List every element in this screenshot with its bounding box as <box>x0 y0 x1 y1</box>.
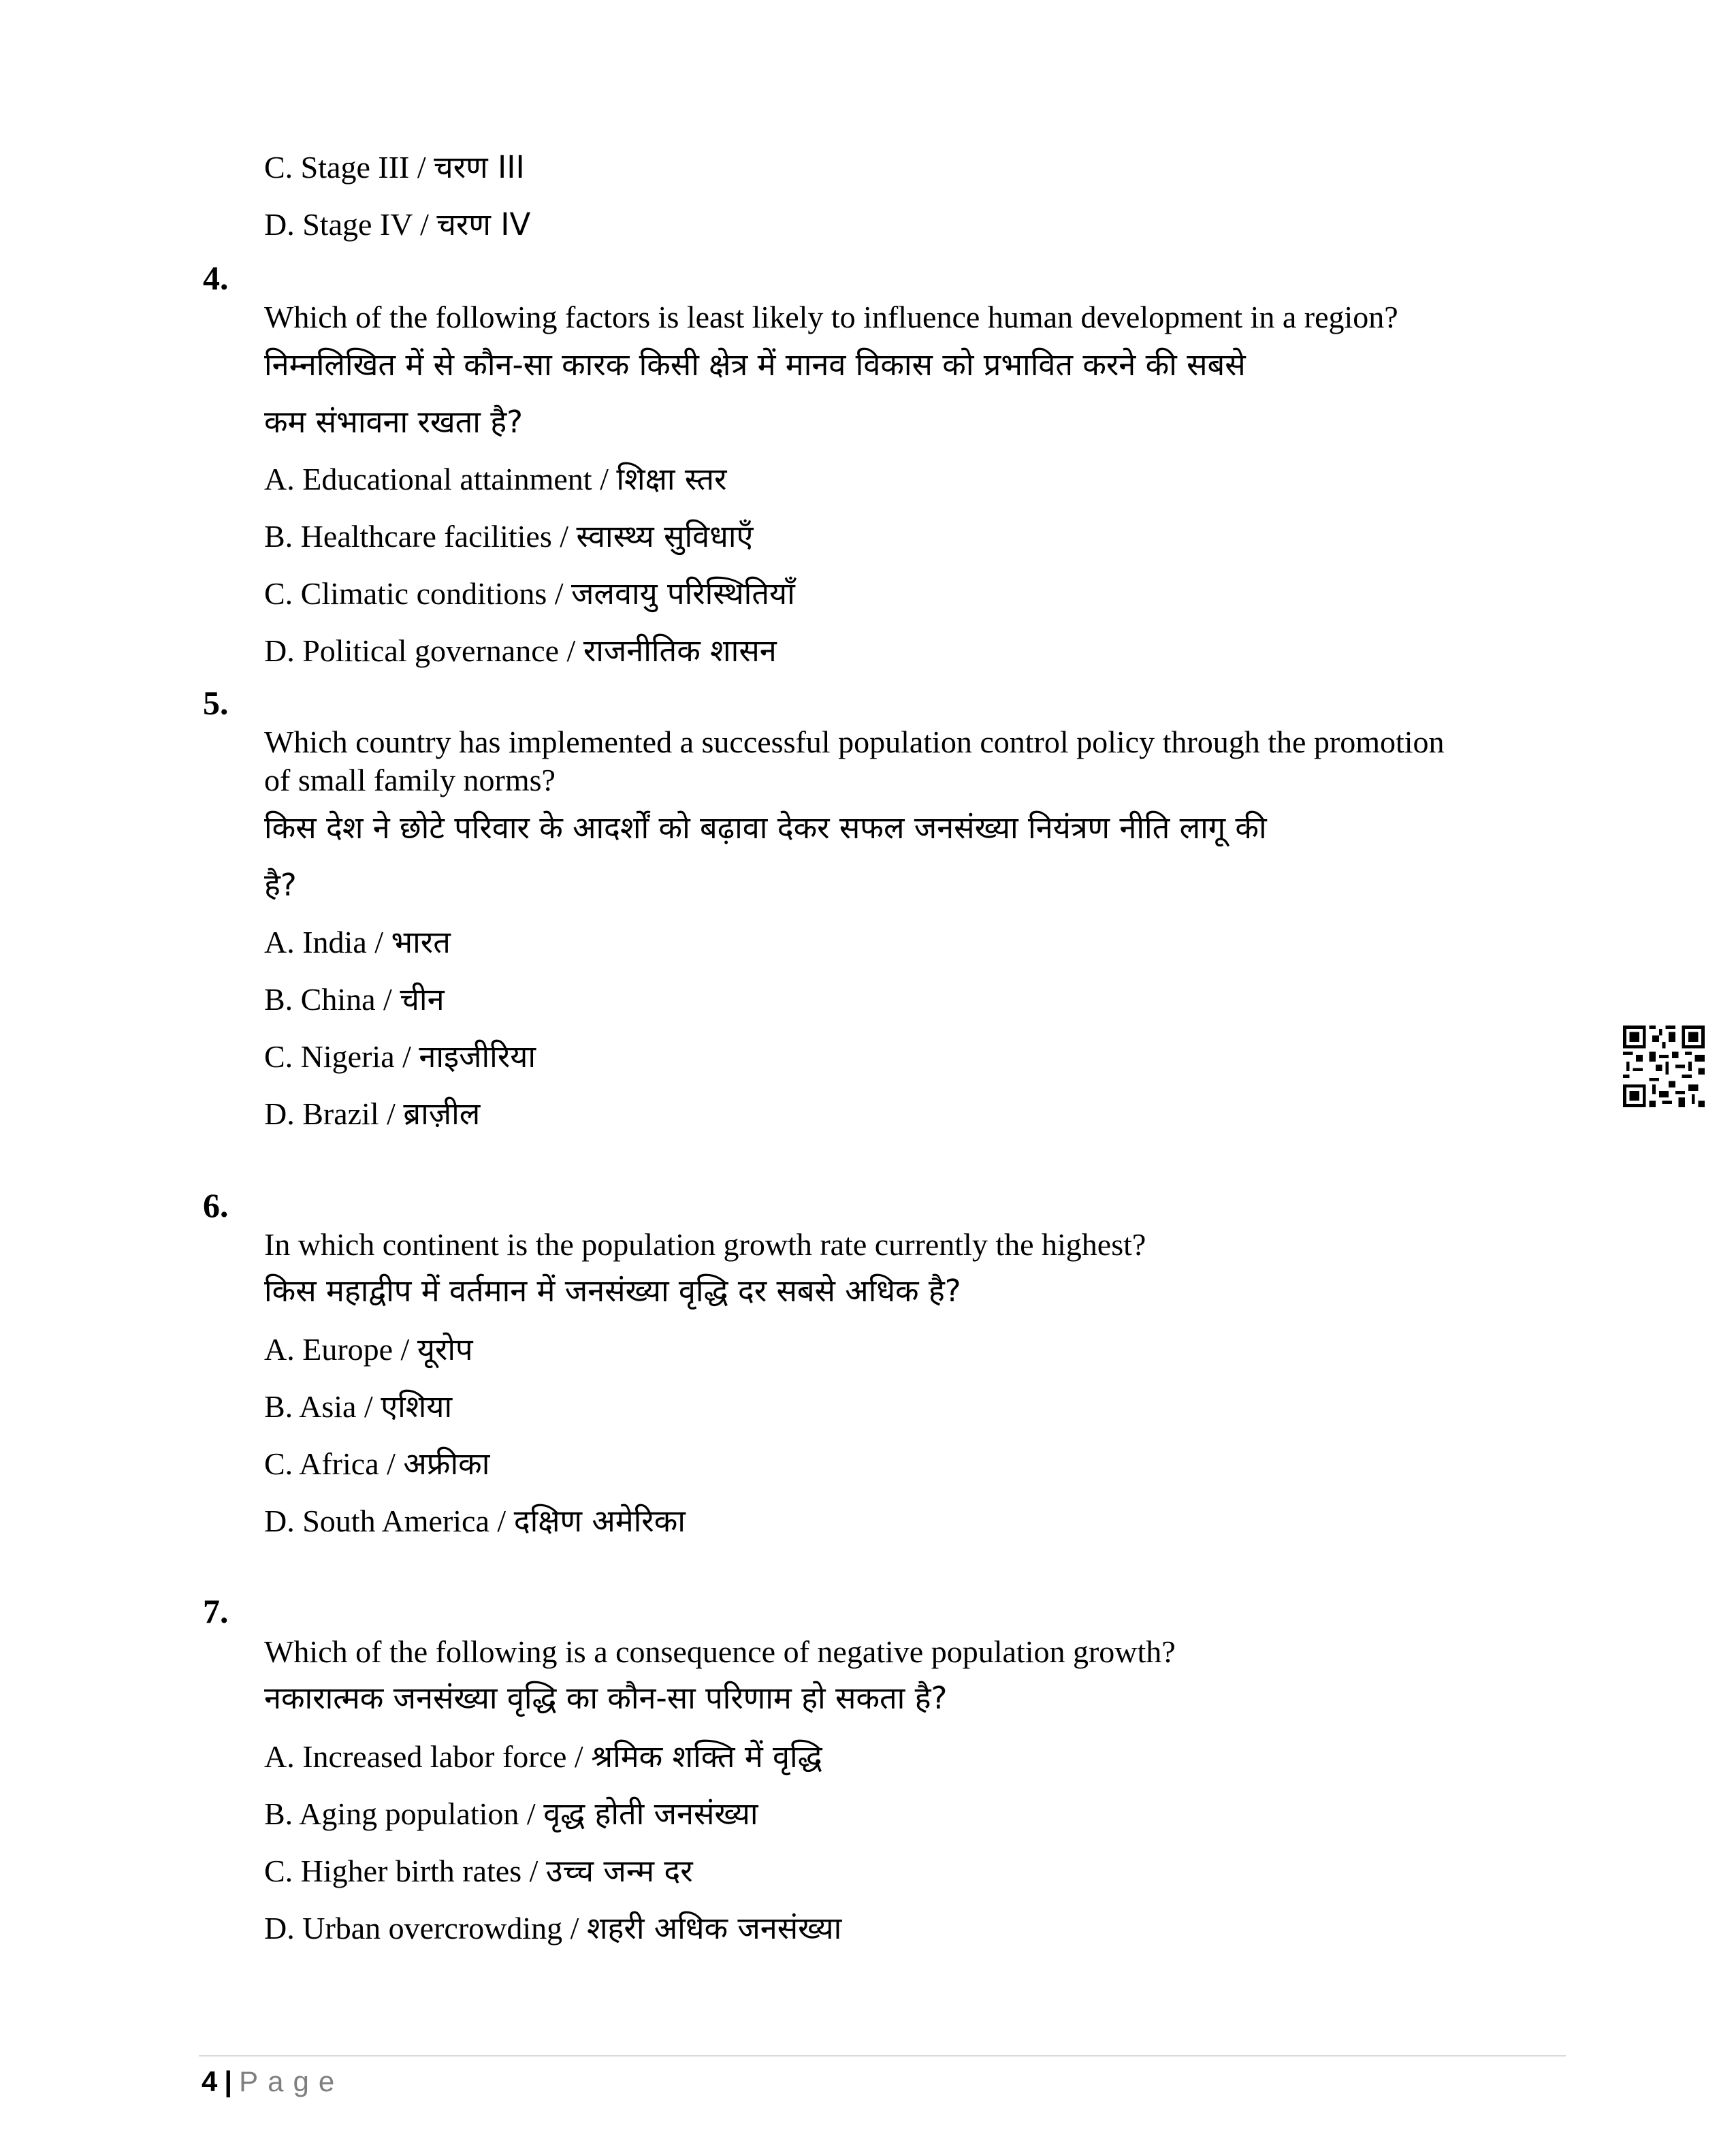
option-en: C. Africa / <box>264 1446 396 1481</box>
footer-divider <box>199 2055 1566 2056</box>
question-text-en: In which continent is the population growth rate currently the highest? <box>264 1227 1146 1262</box>
option-hi: दक्षिण अमेरिका <box>513 1503 686 1539</box>
option-en: A. Educational attainment / <box>264 462 609 496</box>
option-d <box>264 631 777 671</box>
option-en: A. Europe / <box>264 1332 410 1367</box>
option-c <box>264 573 795 614</box>
option-hi: नाइजीरिया <box>419 1038 536 1075</box>
option-hi: एशिया <box>381 1388 453 1425</box>
option-hi: यूरोप <box>417 1331 473 1367</box>
option-b <box>264 1386 452 1427</box>
question-text-hi: निम्नलिखित में से कौन-सा कारक किसी क्षेत्र में मानव विकास को प्रभावित करने की सबसे <box>264 347 1246 383</box>
option-hi: शिक्षा स्तर <box>616 461 727 497</box>
option-hi: भारत <box>391 924 451 960</box>
option-en: B. Asia / <box>264 1389 373 1424</box>
qr-code-icon <box>1623 1026 1705 1107</box>
option-d <box>264 1094 480 1134</box>
option-hi: शहरी अधिक जनसंख्या <box>586 1910 842 1946</box>
option-a <box>264 1736 822 1777</box>
option-en: C. Nigeria / <box>264 1039 411 1074</box>
question-text-hi: कम संभावना रखता है? <box>264 404 524 440</box>
option-hi: चरण IV <box>436 206 531 242</box>
option-b <box>264 516 753 557</box>
question-text-hi: किस महाद्वीप में वर्तमान में जनसंख्या वृद्धि दर सबसे अधिक है? <box>264 1273 961 1309</box>
option-c-prev <box>264 147 525 188</box>
option-en: B. Aging population / <box>264 1796 536 1831</box>
option-a <box>264 1329 473 1370</box>
option-en: D. Urban overcrowding / <box>264 1911 579 1945</box>
page-label: Page <box>239 2065 344 2097</box>
question-text-en: of small family norms? <box>264 763 556 797</box>
option-b <box>264 979 445 1020</box>
option-en: D. Stage IV / <box>264 207 429 242</box>
option-en: B. Healthcare facilities / <box>264 519 569 554</box>
option-en: C. Higher birth rates / <box>264 1854 539 1888</box>
page-footer <box>202 2063 344 2100</box>
option-hi: जलवायु परिस्थितियाँ <box>571 575 795 611</box>
option-en: A. India / <box>264 925 384 959</box>
question-text-hi: है? <box>264 867 297 903</box>
question-number: 6. <box>203 1186 229 1224</box>
option-en: D. Political governance / <box>264 633 576 668</box>
option-d <box>264 1501 686 1542</box>
page-number: 4 <box>202 2065 218 2097</box>
question-text-en: Which country has implemented a successful population control policy through the promotion <box>264 725 1445 759</box>
option-c <box>264 1851 693 1892</box>
option-en: D. South America / <box>264 1504 507 1538</box>
option-en: C. Climatic conditions / <box>264 576 564 611</box>
option-b <box>264 1794 758 1834</box>
option-d <box>264 1908 841 1949</box>
option-en: A. Increased labor force / <box>264 1739 583 1774</box>
footer-separator: | <box>224 2065 233 2097</box>
option-en: B. China / <box>264 982 392 1017</box>
option-hi: ब्राज़ील <box>403 1096 481 1132</box>
question-text-en: Which of the following factors is least likely to influence human development in a region? <box>264 300 1398 334</box>
option-en: D. Brazil / <box>264 1096 396 1131</box>
question-number: 4. <box>203 259 229 297</box>
option-c <box>264 1444 489 1484</box>
option-hi: उच्च जन्म दर <box>545 1853 693 1889</box>
option-d-prev <box>264 204 530 245</box>
option-hi: वृद्ध होती जनसंख्या <box>543 1796 758 1832</box>
option-hi: राजनीतिक शासन <box>583 633 777 669</box>
option-hi: स्वास्थ्य सुविधाएँ <box>576 518 754 554</box>
question-text-hi: किस देश ने छोटे परिवार के आदर्शों को बढ़ावा देकर सफल जनसंख्या नियंत्रण नीति लागू की <box>264 810 1267 846</box>
option-a <box>264 922 451 963</box>
option-hi: चरण III <box>434 149 525 185</box>
option-a <box>264 459 726 500</box>
option-c <box>264 1036 536 1077</box>
question-text-hi: नकारात्मक जनसंख्या वृद्धि का कौन-सा परिणाम हो सकता है? <box>264 1680 948 1716</box>
question-number: 5. <box>203 684 229 722</box>
question-number: 7. <box>203 1592 229 1630</box>
option-hi: चीन <box>400 981 445 1017</box>
option-en: C. Stage III / <box>264 150 426 185</box>
question-text-en: Which of the following is a consequence of negative population growth? <box>264 1634 1176 1669</box>
option-hi: अफ्रीका <box>403 1446 490 1482</box>
option-hi: श्रमिक शक्ति में वृद्धि <box>591 1738 822 1775</box>
